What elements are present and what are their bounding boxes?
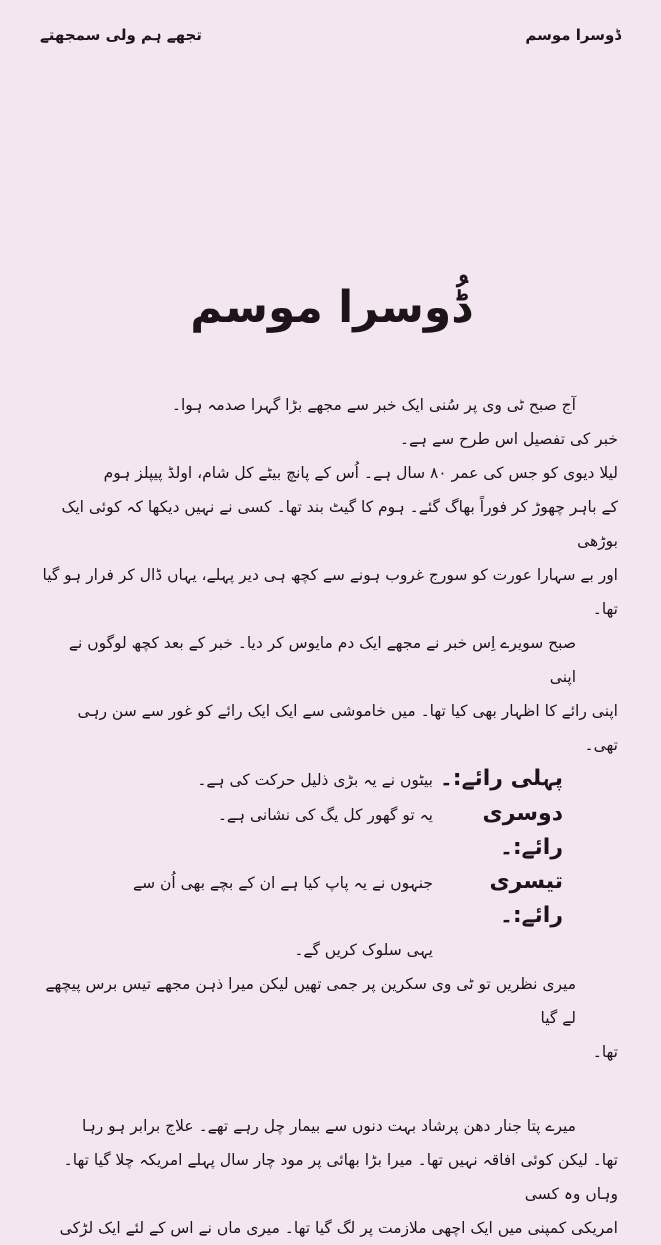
- paragraph-line: تھا۔ لیکن کوئی افاقہ نہیں تھا۔ میرا بڑا بھائی پر مود چار سال پہلے امریکہ چلا گیا تھا۔ وہاں وہ کسی: [63, 1151, 618, 1203]
- paragraph-line: تھا۔: [592, 1043, 618, 1061]
- paragraph-line: خبر کی تفصیل اس طرح سے ہے۔: [399, 430, 618, 448]
- paragraph-gap: [40, 1069, 618, 1109]
- chapter-title: ڈُوسرا موسم: [190, 282, 471, 333]
- header-book-title: تجھے ہم ولی سمجھتے: [40, 26, 202, 44]
- opinion-label: تیسری رائے:۔: [489, 869, 563, 928]
- paragraph-line: صبح سویرے اِس خبر نے مجھے ایک دم مایوس کر دیا۔ خبر کے بعد کچھ لوگوں نے اپنی: [68, 634, 576, 686]
- opinion-second: [40, 797, 618, 865]
- header-chapter-title: ڈوسرا موسم: [525, 26, 621, 44]
- opinion-label: دوسری رائے:۔: [482, 801, 563, 860]
- paragraph-line: لیلا دیوی کو جس کی عمر ۸۰ سال ہے۔ اُس کے پانچ بیٹے کل شام، اولڈ پیپلز ہوم: [103, 464, 618, 482]
- opinion-text-continued: یہی سلوک کریں گے۔: [294, 941, 433, 959]
- paragraph-line: کے باہر چھوڑ کر فوراً بھاگ گئے۔ ہوم کا گیٹ بند تھا۔ کسی نے نہیں دیکھا کہ کوئی ایک بوڑھی: [61, 498, 618, 550]
- paragraph-line: آج صبح ٹی وی پر سُنی ایک خبر سے مجھے بڑا گہرا صدمہ ہوا۔: [171, 396, 576, 414]
- opinion-text: جنہوں نے یہ پاپ کیا ہے ان کے بچے بھی اُن سے: [133, 874, 433, 892]
- opinion-third: [40, 865, 618, 933]
- opinion-text: یہ تو گھور کل یگ کی نشانی ہے۔: [217, 806, 433, 824]
- running-header: [40, 22, 621, 48]
- body-text: [40, 388, 618, 1245]
- opinion-label: پہلی رائے:۔: [439, 766, 563, 791]
- paragraph-line: میرے پتا جنار دھن پرشاد بہت دنوں سے بیمار چل رہے تھے۔ علاج برابر ہو رہا: [81, 1117, 576, 1135]
- opinion-text: بیٹوں نے یہ بڑی ذلیل حرکت کی ہے۔: [197, 771, 433, 789]
- opinion-first: [40, 762, 618, 797]
- paragraph-line: امریکی کمپنی میں ایک اچھی ملازمت پر لگ گیا تھا۔ میری ماں نے اس کے لئے ایک لڑکی: [59, 1219, 618, 1237]
- paragraph-line: میری نظریں تو ٹی وی سکرین پر جمی تھیں لیکن میرا ذہن مجھے تیس برس پیچھے لے گیا: [45, 975, 576, 1027]
- paragraph-line: اپنی رائے کا اظہار بھی کیا تھا۔ میں خاموشی سے ایک ایک رائے کو غور سے سن رہی تھی۔: [77, 702, 618, 754]
- paragraph-line: اور بے سہارا عورت کو سورج غروب ہونے سے کچھ ہی دیر پہلے، یہاں ڈال کر فرار ہو گیا تھا۔: [42, 566, 618, 618]
